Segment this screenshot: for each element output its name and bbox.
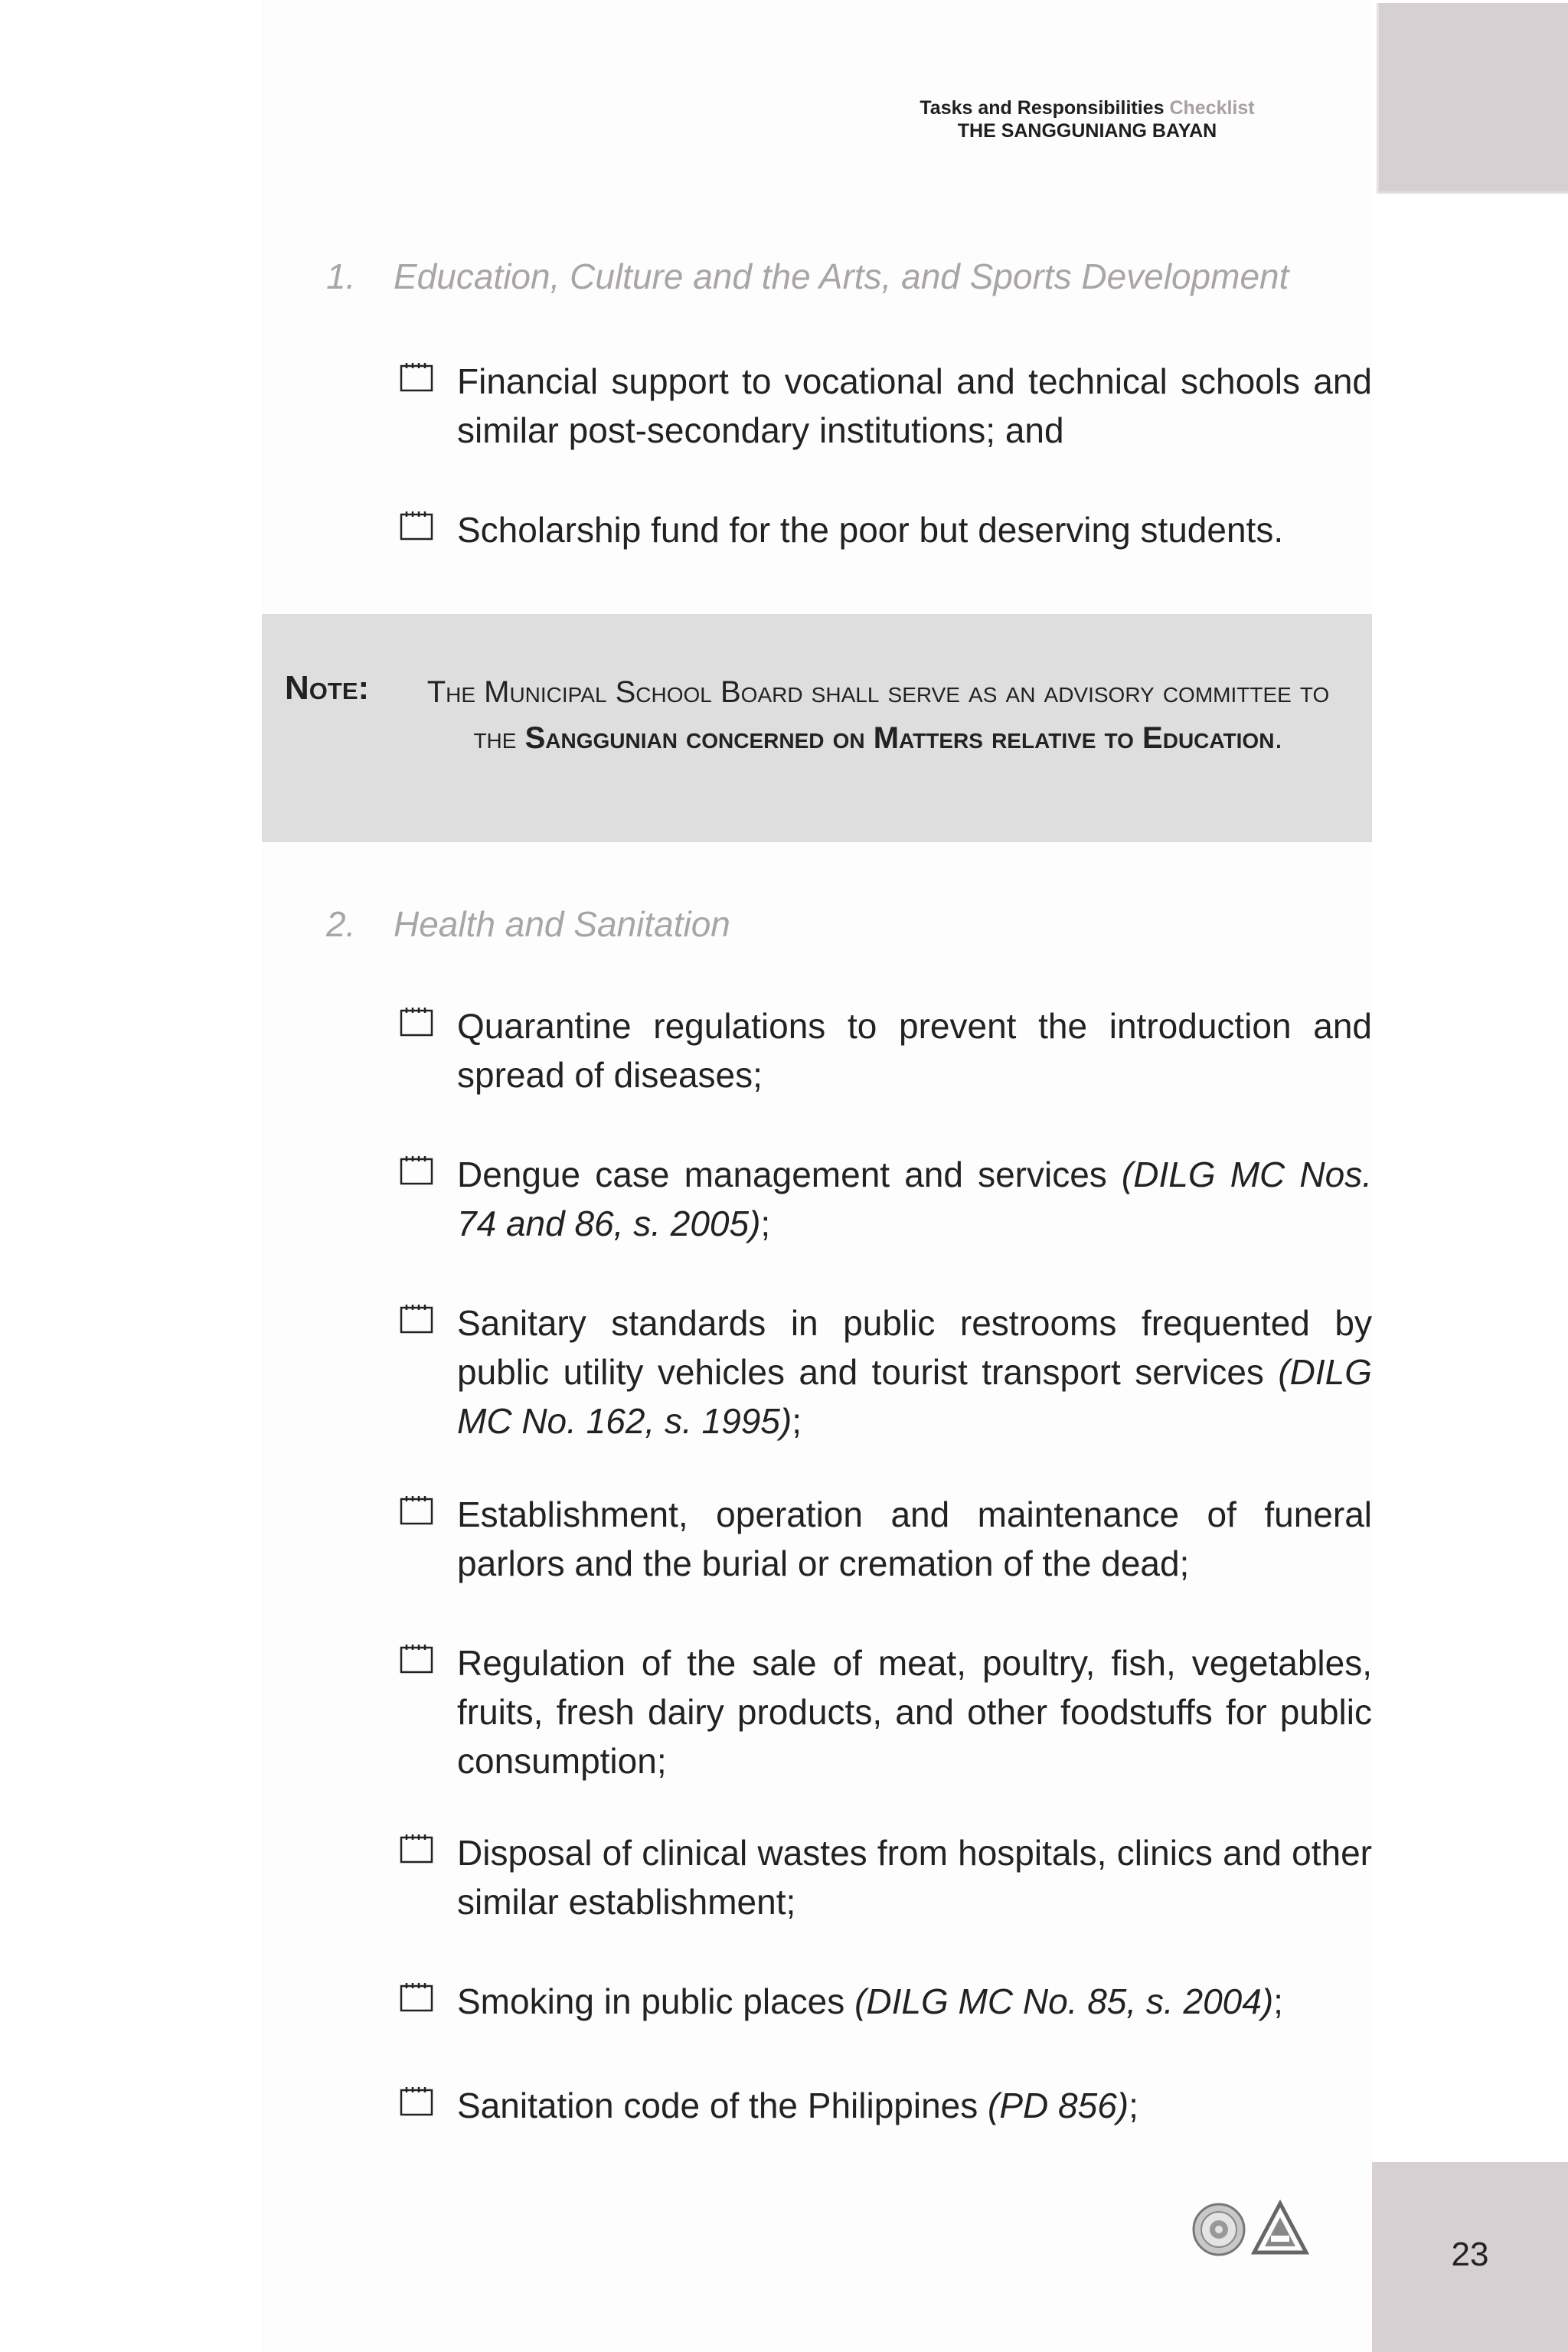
item-tail: ; <box>1273 1981 1283 2021</box>
item-tail: ; <box>792 1401 802 1441</box>
note-text-bold: Sanggunian concerned on Matters relative to Education <box>524 721 1275 755</box>
section-1-title <box>326 256 1398 297</box>
item-main-text: Quarantine regulations to prevent the introduction and spread of diseases; <box>457 1006 1372 1095</box>
checklist-item-text <box>457 1490 1372 1588</box>
checklist-item-text <box>457 1638 1372 1785</box>
page-number: 23 <box>1451 2236 1489 2273</box>
section-1-number: 1. <box>326 256 356 296</box>
item-main-text: Regulation of the sale of meat, poultry, fish, vegetables, fruits, fresh dairy products, and other foodstuffs for public consumption; <box>457 1643 1372 1781</box>
checklist-item <box>400 1001 1372 1099</box>
item-main-text: Establishment, operation and maintenance of funeral parlors and the burial or cremation of the dead; <box>457 1494 1372 1583</box>
item-main-text: Sanitation code of the Philippines <box>457 2086 988 2125</box>
item-tail: ; <box>760 1204 771 1243</box>
header-title: Tasks and Responsibilities <box>920 97 1165 119</box>
checklist-item <box>400 1150 1372 1248</box>
header-accent: Checklist <box>1169 97 1255 119</box>
item-main-text: Smoking in public places <box>457 1981 855 2021</box>
checklist-item <box>400 1977 1372 2026</box>
item-tail: ; <box>1129 2086 1138 2125</box>
item-main-text: Sanitary standards in public restrooms frequented by public utility vehicles and tourist transport services <box>457 1303 1372 1392</box>
item-citation: (DILG MC No. 162, s. 1995) <box>457 1352 1372 1441</box>
checkbox-icon[interactable] <box>400 1981 433 2012</box>
dilg-seal-icon <box>1191 2202 1246 2257</box>
corner-tab <box>1377 3 1568 194</box>
section-2-title <box>326 903 1398 945</box>
note-text: The Municipal School Board shall serve as an advisory committee to the <box>426 675 1330 755</box>
checklist-item <box>400 1298 1372 1446</box>
item-citation: (DILG MC No. 85, s. 2004) <box>854 1981 1274 2021</box>
checkbox-icon[interactable] <box>400 2086 433 2116</box>
checklist-item <box>400 505 1372 554</box>
checkbox-icon[interactable] <box>400 1303 433 1334</box>
section-2-number: 2. <box>326 904 356 944</box>
checkbox-icon[interactable] <box>400 1155 433 1185</box>
checkbox-icon[interactable] <box>400 1006 433 1037</box>
note-text-end: . <box>1274 721 1283 755</box>
checklist-item <box>400 2081 1372 2130</box>
checkbox-icon[interactable] <box>400 1643 433 1674</box>
checklist-item-text <box>457 1828 1372 1926</box>
checkbox-icon[interactable] <box>400 510 433 541</box>
checklist-item-text <box>457 1001 1372 1099</box>
checklist-item-text: Scholarship fund for the poor but deserving students. <box>457 510 1284 550</box>
note-body <box>407 669 1349 761</box>
note-label: Note: <box>285 669 370 707</box>
checklist-item <box>400 1638 1372 1785</box>
item-citation: (DILG MC Nos. 74 and 86, s. 2005) <box>457 1155 1372 1243</box>
running-header <box>812 96 1363 142</box>
checkbox-icon[interactable] <box>400 361 433 392</box>
item-main-text: Dengue case management and services <box>457 1155 1122 1194</box>
checklist-item-text: Financial support to vocational and technical schools and similar post-secondary institutions; and <box>457 361 1372 450</box>
checklist-item-text <box>457 2081 1372 2130</box>
header-subtitle: THE SANGGUNIANG BAYAN <box>957 120 1217 142</box>
checkbox-icon[interactable] <box>400 1833 433 1864</box>
checklist-item-text <box>457 1977 1372 2026</box>
checklist-item <box>400 357 1372 455</box>
checklist-item-text <box>457 1150 1372 1248</box>
section-1-title-text: Education, Culture and the Arts, and Sports Development <box>394 256 1289 296</box>
item-citation: (PD 856) <box>988 2086 1129 2125</box>
lga-logo-icon <box>1251 2199 1309 2257</box>
note-box <box>262 614 1372 842</box>
page-number-tab <box>1372 2162 1568 2352</box>
item-main-text: Disposal of clinical wastes from hospitals, clinics and other similar establishment; <box>457 1833 1372 1922</box>
section-2-title-text: Health and Sanitation <box>394 904 730 944</box>
checklist-item <box>400 1828 1372 1926</box>
checklist-item <box>400 1490 1372 1588</box>
checkbox-icon[interactable] <box>400 1494 433 1525</box>
checklist-item-text <box>457 1298 1372 1446</box>
